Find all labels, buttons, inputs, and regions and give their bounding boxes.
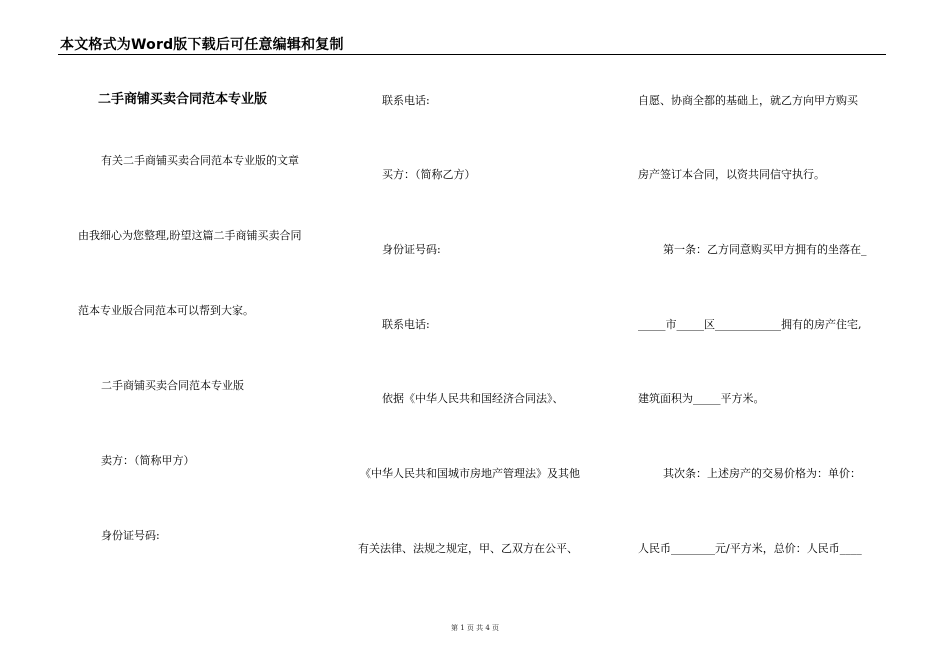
seller-phone-field: 联系电话: — [382, 94, 430, 107]
paragraph-line: 由我细心为您整理,盼望这篇二手商铺买卖合同 — [78, 229, 302, 242]
clause-2-line: 人民币________元/平方米，总价：人民币____ — [638, 542, 862, 555]
paragraph-line: 二手商铺买卖合同范本专业版 — [101, 379, 244, 392]
paragraph-line: 依据《中华人民共和国经济合同法》、 — [382, 392, 564, 405]
buyer-field: 买方：（简称乙方） — [382, 168, 476, 181]
paragraph-line: 有关法律、法规之规定，甲、乙双方在公平、 — [358, 542, 578, 555]
paragraph-line: 有关二手商铺买卖合同范本专业版的文章 — [101, 154, 299, 167]
paragraph-line: 自愿、协商全都的基础上，就乙方向甲方购买 — [638, 94, 858, 107]
seller-field: 卖方：（简称甲方） — [101, 454, 195, 467]
paragraph-line: 《中华人民共和国城市房地产管理法》及其他 — [360, 467, 580, 480]
buyer-phone-field: 联系电话: — [382, 318, 430, 331]
clause-1-line: 第一条：乙方同意购买甲方拥有的坐落在_ — [663, 243, 867, 256]
clause-1-line: 建筑面积为_____平方米。 — [638, 392, 765, 405]
column-2 — [340, 0, 620, 672]
column-3 — [620, 0, 900, 672]
paragraph-line: 房产签订本合同，以资共同信守执行。 — [638, 168, 825, 181]
document-title: 二手商铺买卖合同范本专业版 — [98, 92, 268, 107]
clause-2-line: 其次条：上述房产的交易价格为：单价： — [663, 467, 861, 480]
clause-1-line: _____市_____区____________拥有的房产住宅, — [638, 318, 862, 331]
page-number: 第 1 页 共 4 页 — [450, 624, 500, 632]
paragraph-line: 范本专业版合同范本可以帮到大家。 — [78, 304, 254, 317]
document-header: 本文格式为Word版下载后可任意编辑和复制 — [60, 37, 344, 53]
seller-id-field: 身份证号码: — [101, 529, 160, 542]
buyer-id-field: 身份证号码: — [382, 243, 441, 256]
column-1 — [0, 0, 340, 672]
